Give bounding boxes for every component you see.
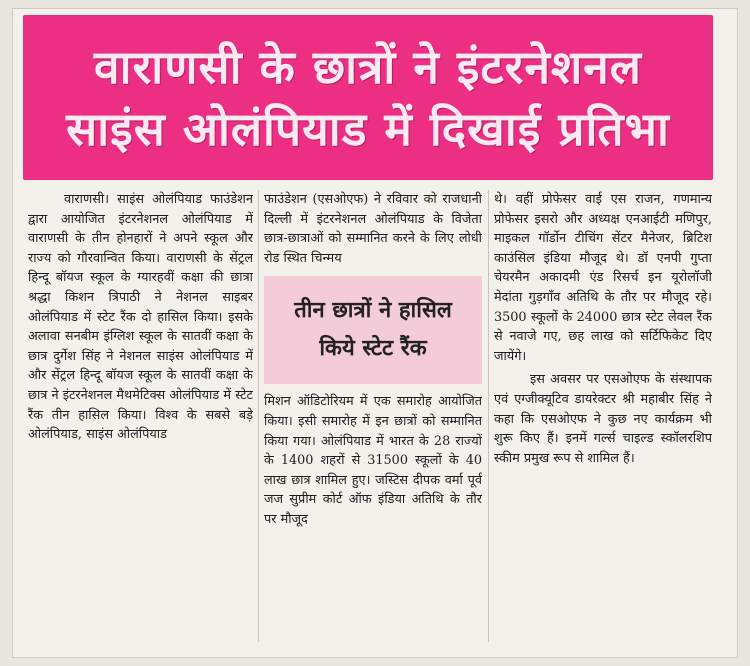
column-divider	[258, 190, 259, 642]
column-3-paragraph-2: इस अवसर पर एसओएफ के संस्थापक एवं एग्जीक्यूटिव डायरेक्टर श्री महाबीर सिंह ने कहा कि एसओएफ ने कुछ नए कार्यक्रम भी शुरू किए हैं। इनमें गर्ल्स चाइल्ड स्कॉलरशिप स्कीम प्रमुख रूप से शामिल हैं।	[494, 372, 712, 466]
column-2-paragraph-1: फाउंडेशन (एसओएफ) ने रविवार को राजधानी दिल्ली में इंटरनेशनल ओलंपियाड के विजेता छात्र-छात्राओं को सम्मानित करने के लिए लोधी रोड स्थित चिन्मय	[264, 192, 482, 266]
column-divider	[488, 190, 489, 642]
article-column-2	[264, 190, 482, 645]
headline-line-1: वाराणसी के छात्रों ने इंटरनेशनल	[94, 39, 642, 94]
subheading-line-2: किये स्टेट रैंक	[319, 336, 427, 362]
subheading-box	[264, 276, 482, 384]
article-column-1	[28, 190, 253, 645]
headline-line-2: साइंस ओलंपियाड में दिखाई प्रतिभा	[66, 101, 670, 156]
subheading-line-1: तीन छात्रों ने हासिल	[294, 298, 452, 324]
column-3-paragraph-1: थे। वहीं प्रोफेसर वाई एस राजन, गणमान्य प्रोफेसर इसरो और अध्यक्ष एनआईटी मणिपुर, माइकल गॉर्डोन टीचिंग सेंटर मैनेजर, ब्रिटिश काउंसिल इंडिया मौजूद थे। डॉ एनपी गुप्ता चेयरमैन अकादमी एंड रिसर्च इन यूरोलॉजी मेदांता गुड़गाँव अतिथि के तौर पर मौजूद रहे। 3500 स्कूलों के 24000 छात्र स्टेट लेवल रैंक से नवाजे गए, छह लाख को सर्टिफिकेट दिए जायेंगे।	[494, 192, 712, 364]
column-2-paragraph-2: मिशन ऑडिटोरियम में एक समारोह आयोजित किया। इसी समारोह में इन छात्रों को सम्मानित किया गया। ओलंपियाड में भारत के 28 राज्यों के 1400 शहरों से 31500 स्कूलों के 40 लाख छात्र शामिल हुए। जस्टिस दीपक वर्मा पूर्व जज सुप्रीम कोर्ट ऑफ इंडिया अतिथि के तौर पर मौजूद	[264, 394, 482, 527]
column-1-paragraph-1: वाराणसी। साइंस ओलंपियाड फाउंडेशन द्वारा आयोजित इंटरनेशनल ओलंपियाड में वाराणसी के तीन होनहारों ने अपने स्कूल और राज्य को गौरवान्वित किया। वाराणसी के सेंट्रल हिन्दू बॉयज स्कूल के ग्यारहवीं कक्षा की छात्रा श्रद्धा किशन त्रिपाठी ने नेशनल साइबर ओलंपियाड में स्टेट रैंक दो हासिल किया। इसके अलावा सनबीम इंग्लिश स्कूल के सातवीं कक्षा के छात्र दुर्गेश सिंह ने नेशनल साइंस ओलंपियाड में और सेंट्रल हिन्दू बॉयज स्कूल के सातवीं कक्षा के छात्र ने इंटरनेशनल मैथमेटिक्स ओलंपियाड में स्टेट रैंक तीन हासिल किया। विश्व के सबसे बड़े ओलंपियाड, साइंस ओलंपियाड	[28, 192, 253, 443]
headline-banner	[23, 15, 713, 180]
article-column-3	[494, 190, 712, 645]
